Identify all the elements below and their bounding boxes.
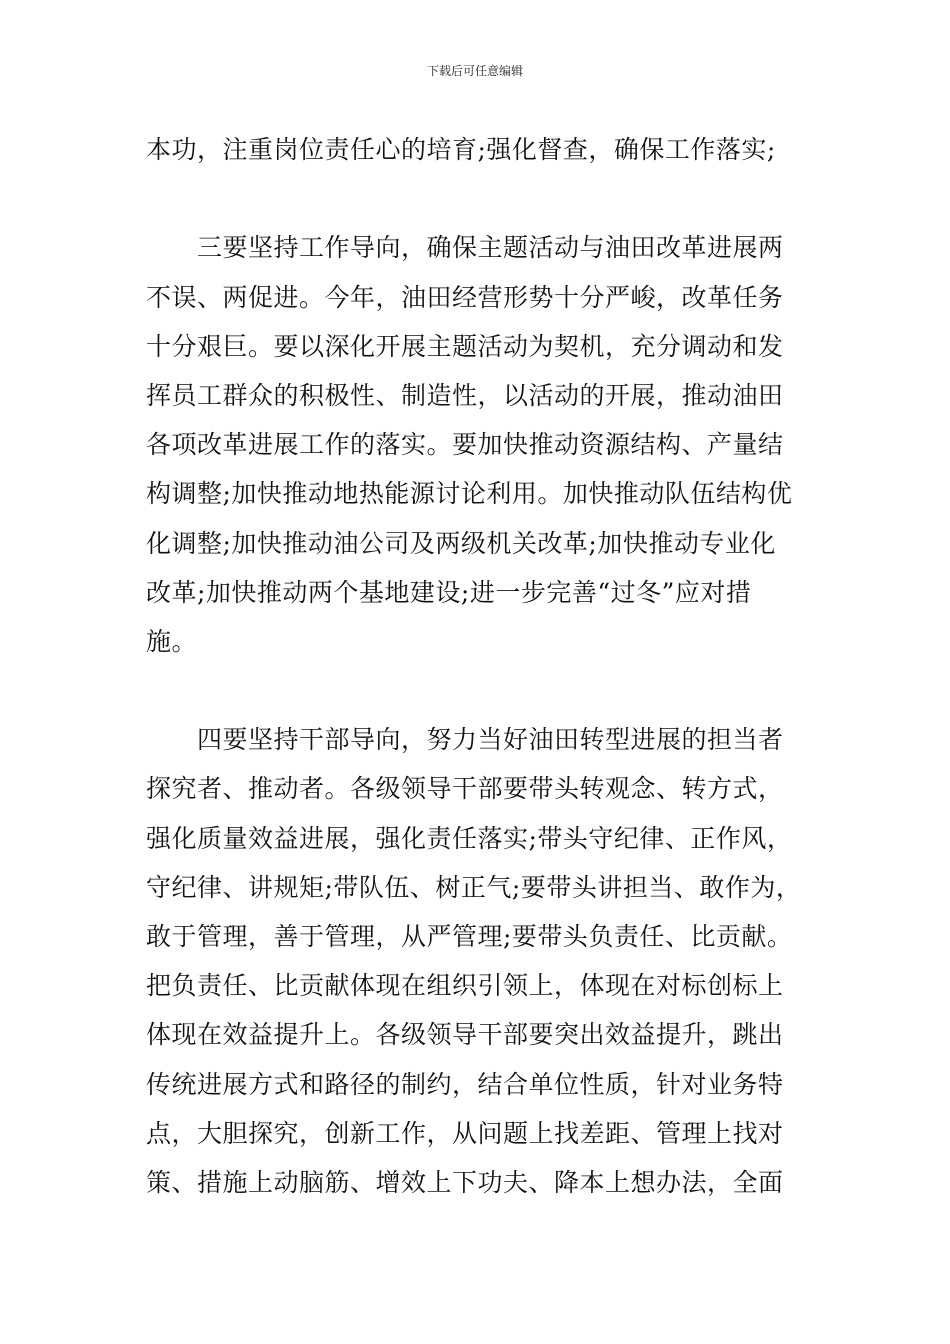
text-line: 把负责任、比贡献体现在组织引领上，体现在对标创标上 (146, 971, 784, 1001)
text-line: 传统进展方式和路径的制约，结合单位性质，针对业务特 (146, 1069, 784, 1099)
text-line: 三要坚持工作导向，确保主题活动与油田改革进展两 (197, 233, 784, 263)
text-line: 强化质量效益进展，强化责任落实;带头守纪律、正作风， (146, 823, 793, 853)
text-line: 探究者、推动者。各级领导干部要带头转观念、转方式， (146, 774, 784, 804)
text-line: 挥员工群众的积极性、制造性，以活动的开展，推动油田 (146, 380, 784, 410)
paragraph-2 (146, 223, 826, 666)
document-body (146, 125, 826, 1207)
text-line: 敢于管理，善于管理，从严管理;要带头负责任、比贡献。 (146, 922, 793, 951)
text-line: 各项改革进展工作的落实。要加快推动资源结构、产量结 (146, 430, 784, 460)
text-line: 构调整;加快推动地热能源讨论利用。加快推动队伍结构优 (146, 479, 793, 509)
text-line: 本功，注重岗位责任心的培育;强化督查，确保工作落实; (146, 135, 776, 164)
text-line: 策、措施上动脑筋、增效上下功夫、降本上想办法，全面 (146, 1167, 784, 1197)
paragraph-gap (146, 666, 826, 715)
text-line: 改革;加快推动两个基地建设;进一步完善“过冬”应对措 (146, 577, 752, 607)
text-line: 体现在效益提升上。各级领导干部要突出效益提升，跳出 (146, 1020, 784, 1050)
paragraph-gap (146, 174, 826, 223)
text-line: 不误、两促进。今年，油田经营形势十分严峻，改革任务 (146, 282, 784, 312)
text-line: 守纪律、讲规矩;带队伍、树正气;要带头讲担当、敢作为， (146, 872, 802, 902)
paragraph-3 (146, 715, 826, 1207)
text-line: 点，大胆探究，创新工作，从问题上找差距、管理上找对 (146, 1118, 784, 1148)
text-line: 十分艰巨。要以深化开展主题活动为契机，充分调动和发 (146, 331, 784, 361)
text-line: 化调整;加快推动油公司及两级机关改革;加快推动专业化 (146, 528, 776, 558)
paragraph-1 (146, 125, 826, 174)
page-header: 下载后可任意编辑 (426, 64, 523, 78)
text-line: 四要坚持干部导向，努力当好油田转型进展的担当者 (197, 725, 784, 755)
text-line: 施。 (146, 626, 198, 656)
